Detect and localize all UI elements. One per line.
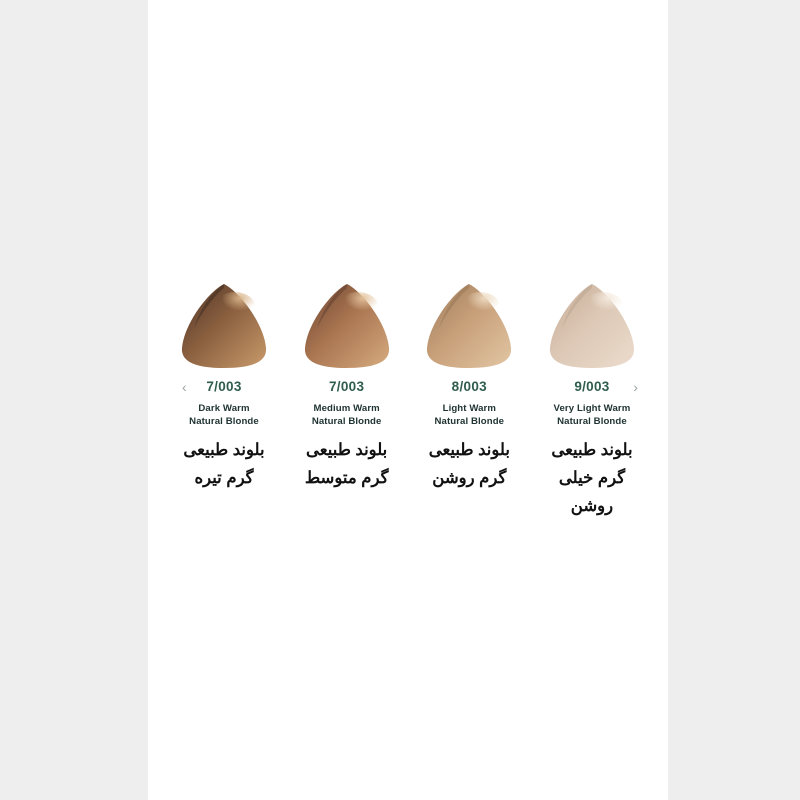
hair-swatch-icon	[301, 282, 393, 370]
swatch-name-fa	[291, 436, 403, 492]
swatch-name-en	[170, 403, 278, 428]
hair-swatch-icon	[423, 282, 515, 370]
hair-swatch-icon	[546, 282, 638, 370]
swatch-code-row	[168, 378, 280, 396]
swatch-name-fa-line2: گرم خیلی روشن	[558, 469, 626, 515]
swatch-name-fa-line1: بلوند طبیعی	[183, 441, 265, 459]
chevron-right-icon[interactable]: ›	[633, 379, 638, 395]
swatch-name-fa	[168, 436, 280, 492]
swatch-name-fa-line2: گرم متوسط	[304, 469, 389, 487]
swatch-code-row	[536, 378, 648, 396]
hair-color-swatch-row	[168, 282, 648, 520]
swatch-code-row	[413, 378, 525, 396]
swatch-code: 9/003	[574, 379, 610, 394]
swatch-name-fa-line2: گرم روشن	[432, 469, 507, 487]
swatch-code-row	[291, 378, 403, 396]
swatch-code: 7/003	[329, 379, 365, 394]
swatch-name-fa-line1: بلوند طبیعی	[551, 441, 633, 459]
swatch-name-en-line2: Natural Blonde	[557, 415, 627, 427]
swatch-name-en	[293, 403, 401, 428]
swatch-code: 7/003	[206, 379, 242, 394]
chevron-left-icon[interactable]: ‹	[182, 379, 187, 395]
swatch-name-en-line2: Natural Blonde	[189, 415, 259, 427]
swatch-code: 8/003	[451, 379, 487, 394]
swatch-item[interactable]	[413, 282, 525, 492]
swatch-name-en	[538, 403, 646, 428]
swatch-name-en-line1: Dark Warm	[198, 403, 250, 414]
swatch-name-fa	[536, 436, 648, 520]
swatch-name-en	[415, 403, 523, 428]
swatch-name-fa	[413, 436, 525, 492]
swatch-name-en-line1: Very Light Warm	[553, 403, 631, 414]
swatch-item[interactable]	[291, 282, 403, 492]
swatch-name-fa-line2: گرم تیره	[194, 469, 254, 487]
swatch-name-en-line1: Medium Warm	[313, 403, 380, 414]
swatch-item[interactable]	[168, 282, 280, 492]
swatch-name-fa-line1: بلوند طبیعی	[428, 441, 510, 459]
swatch-name-en-line1: Light Warm	[442, 403, 497, 414]
swatch-name-en-line2: Natural Blonde	[311, 415, 382, 427]
swatch-name-fa-line1: بلوند طبیعی	[306, 441, 388, 459]
swatch-item[interactable]	[536, 282, 648, 520]
swatch-name-en-line2: Natural Blonde	[434, 415, 505, 427]
hair-swatch-icon	[178, 282, 270, 370]
product-color-chart-card	[148, 0, 668, 800]
